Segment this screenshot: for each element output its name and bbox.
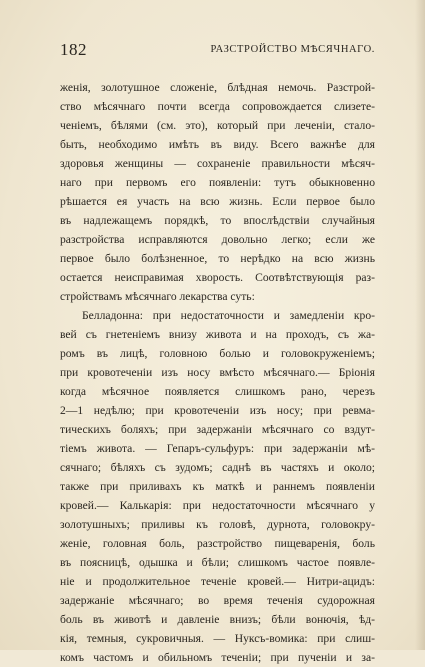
text-line: боль въ животѣ и давленіе внизъ; бѣли вонючія, ѣд-: [60, 613, 375, 626]
text-line: сячнаго; бѣляхъ съ зудомъ; саднѣ въ частяхъ и около;: [60, 461, 375, 474]
running-title: РАЗСТРОЙСТВО МѢСЯЧНАГО.: [210, 44, 375, 55]
page-header: [60, 40, 375, 62]
text-line: кія, темныя, сукровичныя. — Нуксъ-вомика: при слиш-: [60, 632, 375, 645]
text-line: въ надлежащемъ порядкѣ, то впослѣдствіи случайныя: [60, 214, 375, 227]
page-number: 182: [60, 40, 87, 59]
text-line: ченіемъ, бѣлями (см. это), который при леченіи, стало-: [60, 119, 375, 132]
text-line: ство мѣсячнаго почти всегда сопровождается слизете-: [60, 100, 375, 113]
text-line: разстройства исправляются довольно легко; если же: [60, 233, 375, 246]
text-line: 2—1 недѣлю; при кровотеченіи изъ носу; при ревма-: [60, 404, 375, 417]
text-line: задержаніе мѣсячнаго; во время теченія судорожная: [60, 594, 375, 607]
text-line: Белладонна: при недостаточности и замедленіи кро-: [82, 309, 375, 322]
text-line: женія, золотушное сложеніе, блѣдная немочь. Разстрой-: [60, 81, 375, 94]
body-text: [60, 78, 375, 667]
text-line: кровей.— Калькарія: при недостаточности мѣсячнаго у: [60, 499, 375, 512]
text-line: вей съ гнетеніемъ внизу живота и на проходъ, съ жа-: [60, 328, 375, 341]
text-line: стройствамъ мѣсячнаго лекарства суть:: [60, 290, 255, 303]
text-line: первое было болѣзненное, то нерѣдко на всю жизнь: [60, 252, 375, 265]
text-line: ніе и продолжительное теченіе кровей.— Нитри-ацидъ:: [60, 575, 375, 588]
text-line: золотушныхъ; приливы къ головѣ, дурнота, головокру-: [60, 518, 375, 531]
text-line: въ поясницѣ, одышка и бѣли; слишкомъ частое появле-: [60, 556, 375, 569]
text-line: при кровотеченіи изъ носу вмѣсто мѣсячнаго.— Бріонія: [60, 366, 375, 379]
text-line: комъ частомъ и обильномъ теченіи; при пученіи и за-: [60, 651, 375, 664]
text-line: здоровья женщины — сохраненіе правильности мѣсяч-: [60, 157, 375, 170]
text-line: рѣшается ея участь на всю жизнь. Если первое было: [60, 195, 375, 208]
text-line: быть, необходимо имѣть въ виду. Всего важнѣе для: [60, 138, 375, 151]
text-line: также при приливахъ къ маткѣ и раннемъ появленіи: [60, 480, 375, 493]
text-line: ромъ въ лицѣ, головною болью и головокруженіемъ;: [60, 347, 375, 360]
text-line: остается неисправимая хворость. Соотвѣтствующія раз-: [60, 271, 375, 284]
text-line: когда мѣсячное появляется слишкомъ рано, черезъ: [60, 385, 375, 398]
text-line: наго при первомъ его появленіи: тутъ обыкновенно: [60, 176, 375, 189]
page-edge-shadow: [415, 0, 425, 650]
text-line: тическихъ боляхъ; при задержаніи мѣсячнаго со вздут-: [60, 423, 375, 436]
text-line: женіе, головная боль, разстройство пищеваренія, боль: [60, 537, 375, 550]
text-line: тіемъ живота. — Гепаръ-сульфуръ: при задержаніи мѣ-: [60, 442, 375, 455]
